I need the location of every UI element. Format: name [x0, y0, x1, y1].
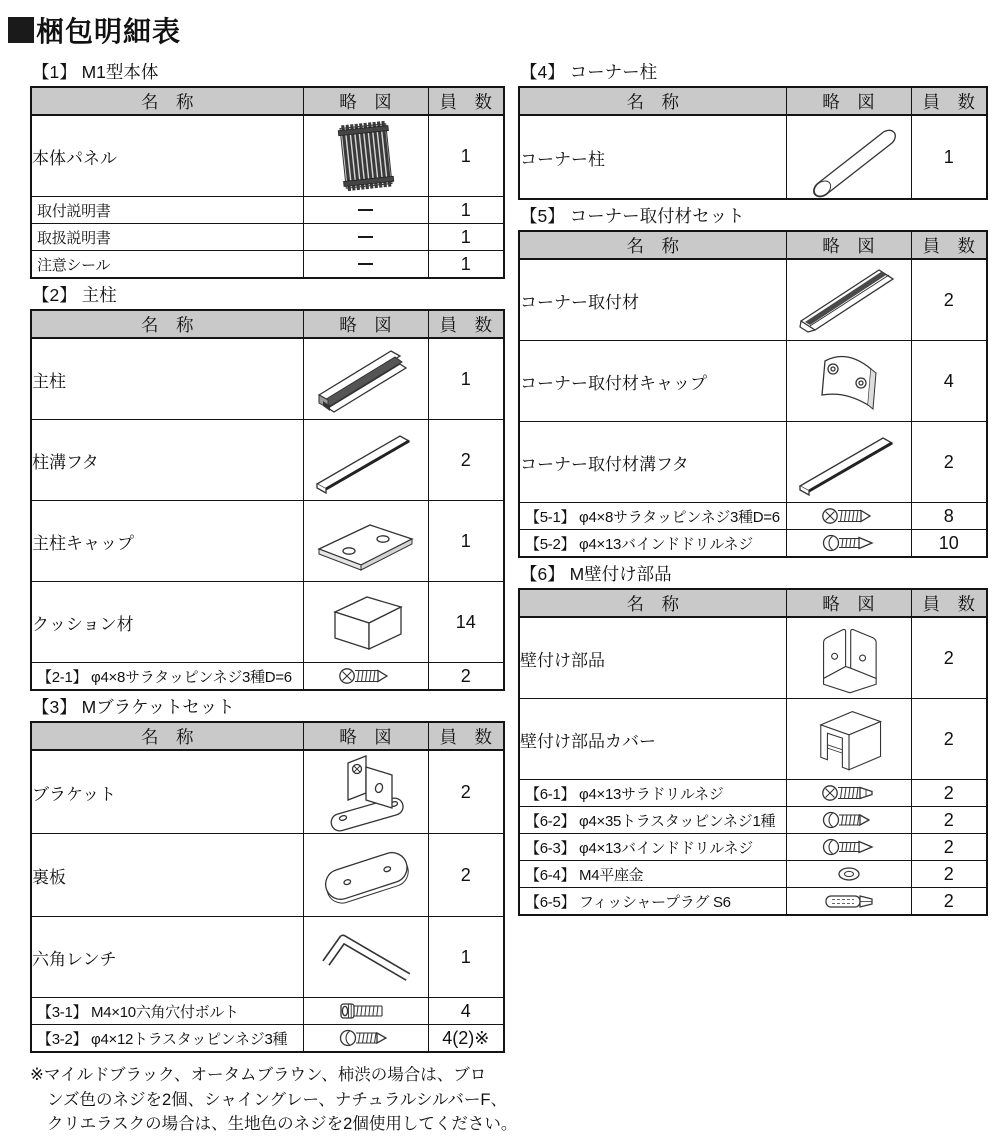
- part-name-cell: 【6-1】 φ4×13サラドリルネジ: [519, 780, 786, 807]
- header-row: [519, 231, 987, 259]
- channel-icon: [787, 261, 911, 339]
- table-row: [519, 807, 987, 834]
- sketch-cell: [786, 341, 911, 422]
- screw-flat-icon: [787, 505, 911, 527]
- qty-cell: 14: [428, 582, 504, 663]
- sketch-cell: [303, 663, 428, 691]
- part-name-cell: 主柱キャップ: [31, 501, 303, 582]
- sketch-cell: [303, 224, 428, 251]
- table-row: [519, 341, 987, 422]
- parts-table-2: [30, 309, 505, 691]
- sketch-cell: [786, 503, 911, 530]
- table-row: [519, 834, 987, 861]
- part-name-cell: コーナー取付材キャップ: [519, 341, 786, 422]
- table-row: [31, 197, 504, 224]
- bolt-socket-icon: [304, 1000, 428, 1022]
- table-row: [519, 530, 987, 558]
- col-header-qty: 員 数: [428, 87, 504, 115]
- qty-cell: 2: [428, 834, 504, 917]
- part-name-cell: 壁付け部品カバー: [519, 699, 786, 780]
- wall-bracket-icon: [787, 619, 911, 697]
- qty-cell: 2: [428, 750, 504, 834]
- table-row: [519, 888, 987, 916]
- header-row: [31, 310, 504, 338]
- col-header-name: 名 称: [31, 87, 303, 115]
- part-name-cell: 取扱説明書: [31, 224, 303, 251]
- part-name-cell: 注意シール: [31, 251, 303, 279]
- col-header-name: 名 称: [519, 87, 786, 115]
- qty-cell: 1: [428, 224, 504, 251]
- strip-icon: [304, 422, 428, 498]
- sketch-cell: [786, 888, 911, 916]
- qty-cell: 10: [911, 530, 987, 558]
- table-row: [519, 259, 987, 341]
- qty-cell: 1: [428, 501, 504, 582]
- table-section-1: [30, 62, 505, 279]
- corner-cap-icon: [787, 341, 911, 421]
- part-name-cell: 取付説明書: [31, 197, 303, 224]
- qty-cell: 2: [911, 617, 987, 699]
- qty-cell: 2: [428, 420, 504, 501]
- parts-table-6: [518, 588, 988, 916]
- hex-key-icon: [304, 918, 428, 996]
- qty-cell: 4: [911, 341, 987, 422]
- qty-cell: 1: [428, 115, 504, 197]
- table-row: [31, 115, 504, 197]
- col-header-qty: 員 数: [911, 589, 987, 617]
- part-name-cell: 柱溝フタ: [31, 420, 303, 501]
- part-name-cell: 【2-1】 φ4×8サラタッピンネジ3種D=6: [31, 663, 303, 691]
- parts-table-5: [518, 230, 988, 558]
- col-header-sketch: 略 図: [303, 722, 428, 750]
- table-row: [31, 501, 504, 582]
- sketch-cell: [303, 834, 428, 917]
- sketch-cell: [786, 530, 911, 558]
- footnote-line: ンズ色のネジを2個、シャイングレー、ナチュラルシルバーF、: [47, 1090, 507, 1109]
- table-section-3: [30, 697, 505, 1053]
- col-header-qty: 員 数: [911, 231, 987, 259]
- sketch-cell: [786, 699, 911, 780]
- qty-cell: 2: [911, 259, 987, 341]
- footnote-line: ※マイルドブラック、オータムブラウン、柿渋の場合は、ブロ: [30, 1066, 487, 1084]
- col-header-name: 名 称: [519, 589, 786, 617]
- part-name-cell: 【6-5】 フィッシャープラグ S6: [519, 888, 786, 916]
- part-name-cell: 【3-1】 M4×10六角穴付ボルト: [31, 998, 303, 1025]
- sketch-cell: [786, 807, 911, 834]
- pipe-icon: [787, 116, 911, 198]
- sketch-cell: [786, 861, 911, 888]
- part-name-cell: 主柱: [31, 338, 303, 420]
- screw-flat-drill-icon: [787, 782, 911, 804]
- table-6-caption: 【6】 M壁付け部品: [520, 564, 672, 584]
- title-square-icon: [8, 17, 34, 43]
- qty-cell: 2: [911, 834, 987, 861]
- table-columns: [30, 56, 1000, 1053]
- bracket-icon: [304, 751, 428, 833]
- sketch-cell: [786, 617, 911, 699]
- col-header-sketch: 略 図: [303, 87, 428, 115]
- part-name-cell: 本体パネル: [31, 115, 303, 197]
- qty-cell: 2: [911, 699, 987, 780]
- post-icon: [304, 341, 428, 417]
- sketch-cell: [303, 501, 428, 582]
- qty-cell: 1: [428, 338, 504, 420]
- part-name-cell: コーナー柱: [519, 115, 786, 199]
- table-section-2: [30, 285, 505, 691]
- table-row: [31, 663, 504, 691]
- part-name-cell: 六角レンチ: [31, 917, 303, 998]
- page-title-text: 梱包明細表: [36, 16, 182, 47]
- table-row: [31, 1025, 504, 1053]
- sketch-cell: [303, 998, 428, 1025]
- col-header-sketch: 略 図: [786, 589, 911, 617]
- part-name-cell: ブラケット: [31, 750, 303, 834]
- table-row: [31, 251, 504, 279]
- sketch-cell: [786, 259, 911, 341]
- table-row: [31, 917, 504, 998]
- footnote: [30, 1063, 1000, 1137]
- packing-detail-page: [0, 10, 1000, 1133]
- col-header-name: 名 称: [31, 722, 303, 750]
- table-row: [31, 750, 504, 834]
- header-row: [31, 87, 504, 115]
- qty-cell: 1: [428, 251, 504, 279]
- sketch-cell: [303, 251, 428, 279]
- dash-icon: [358, 236, 373, 238]
- screw-bind-icon: [787, 836, 911, 858]
- col-header-qty: 員 数: [428, 722, 504, 750]
- table-row: [519, 617, 987, 699]
- table-row: [519, 780, 987, 807]
- qty-cell: 1: [428, 197, 504, 224]
- table-row: [519, 861, 987, 888]
- qty-cell: 4: [428, 998, 504, 1025]
- sketch-cell: [303, 582, 428, 663]
- cap-plate-icon: [304, 503, 428, 579]
- table-section-4: [518, 62, 988, 200]
- header-row: [31, 722, 504, 750]
- table-section-6: [518, 564, 988, 916]
- sketch-cell: [303, 1025, 428, 1053]
- sketch-cell: [303, 338, 428, 420]
- strip-icon: [787, 424, 911, 500]
- table-row: [519, 503, 987, 530]
- col-header-name: 名 称: [31, 310, 303, 338]
- qty-cell: 2: [911, 861, 987, 888]
- part-name-cell: 壁付け部品: [519, 617, 786, 699]
- col-header-qty: 員 数: [911, 87, 987, 115]
- back-plate-icon: [304, 834, 428, 916]
- part-name-cell: 【5-2】 φ4×13バインドドリルネジ: [519, 530, 786, 558]
- dash-icon: [358, 263, 373, 265]
- sketch-cell: [303, 115, 428, 197]
- qty-cell: 2: [428, 663, 504, 691]
- table-row: [31, 338, 504, 420]
- col-header-qty: 員 数: [428, 310, 504, 338]
- table-row: [31, 582, 504, 663]
- footnote-line: クリエラスクの場合は、生地色のネジを2個使用してください。: [47, 1115, 518, 1133]
- header-row: [519, 87, 987, 115]
- qty-cell: 4(2)※: [428, 1025, 504, 1053]
- parts-table-4: [518, 86, 988, 200]
- qty-cell: 2: [911, 780, 987, 807]
- table-section-5: [518, 206, 988, 558]
- sketch-cell: [786, 834, 911, 861]
- part-name-cell: コーナー取付材: [519, 259, 786, 341]
- panel-icon: [304, 118, 428, 194]
- dash-icon: [358, 209, 373, 211]
- qty-cell: 1: [428, 917, 504, 998]
- washer-icon: [787, 863, 911, 885]
- left-column: [30, 56, 505, 1053]
- qty-cell: 8: [911, 503, 987, 530]
- sketch-cell: [786, 780, 911, 807]
- part-name-cell: 【3-2】 φ4×12トラスタッピンネジ3種: [31, 1025, 303, 1053]
- table-row: [519, 699, 987, 780]
- parts-table-1: [30, 86, 505, 279]
- plug-icon: [787, 890, 911, 912]
- table-5-caption: 【5】 コーナー取付材セット: [520, 206, 745, 226]
- part-name-cell: コーナー取付材溝フタ: [519, 422, 786, 503]
- part-name-cell: 【6-3】 φ4×13バインドドリルネジ: [519, 834, 786, 861]
- qty-cell: 1: [911, 115, 987, 199]
- sketch-cell: [786, 422, 911, 503]
- header-row: [519, 589, 987, 617]
- table-2-caption: 【2】 主柱: [32, 285, 117, 305]
- screw-truss-icon: [304, 1027, 428, 1049]
- table-3-caption: 【3】 Mブラケットセット: [32, 697, 235, 717]
- parts-table-3: [30, 721, 505, 1053]
- cushion-icon: [304, 585, 428, 659]
- sketch-cell: [303, 420, 428, 501]
- part-name-cell: クッション材: [31, 582, 303, 663]
- table-row: [31, 834, 504, 917]
- col-header-sketch: 略 図: [786, 87, 911, 115]
- right-column: [518, 56, 988, 916]
- sketch-cell: [303, 750, 428, 834]
- col-header-sketch: 略 図: [786, 231, 911, 259]
- page-title: [8, 10, 1000, 50]
- screw-bind-icon: [787, 532, 911, 554]
- qty-cell: 2: [911, 807, 987, 834]
- col-header-name: 名 称: [519, 231, 786, 259]
- part-name-cell: 【5-1】 φ4×8サラタッピンネジ3種D=6: [519, 503, 786, 530]
- sketch-cell: [786, 115, 911, 199]
- table-row: [31, 420, 504, 501]
- table-4-caption: 【4】 コーナー柱: [520, 62, 658, 82]
- qty-cell: 2: [911, 888, 987, 916]
- table-row: [519, 422, 987, 503]
- screw-truss-icon: [787, 809, 911, 831]
- part-name-cell: 裏板: [31, 834, 303, 917]
- part-name-cell: 【6-2】 φ4×35トラスタッピンネジ1種: [519, 807, 786, 834]
- table-row: [519, 115, 987, 199]
- wall-cover-icon: [787, 700, 911, 778]
- sketch-cell: [303, 917, 428, 998]
- table-1-caption: 【1】 M1型本体: [32, 62, 159, 82]
- screw-flat-icon: [304, 665, 428, 687]
- sketch-cell: [303, 197, 428, 224]
- table-row: [31, 998, 504, 1025]
- table-row: [31, 224, 504, 251]
- col-header-sketch: 略 図: [303, 310, 428, 338]
- qty-cell: 2: [911, 422, 987, 503]
- part-name-cell: 【6-4】 M4平座金: [519, 861, 786, 888]
